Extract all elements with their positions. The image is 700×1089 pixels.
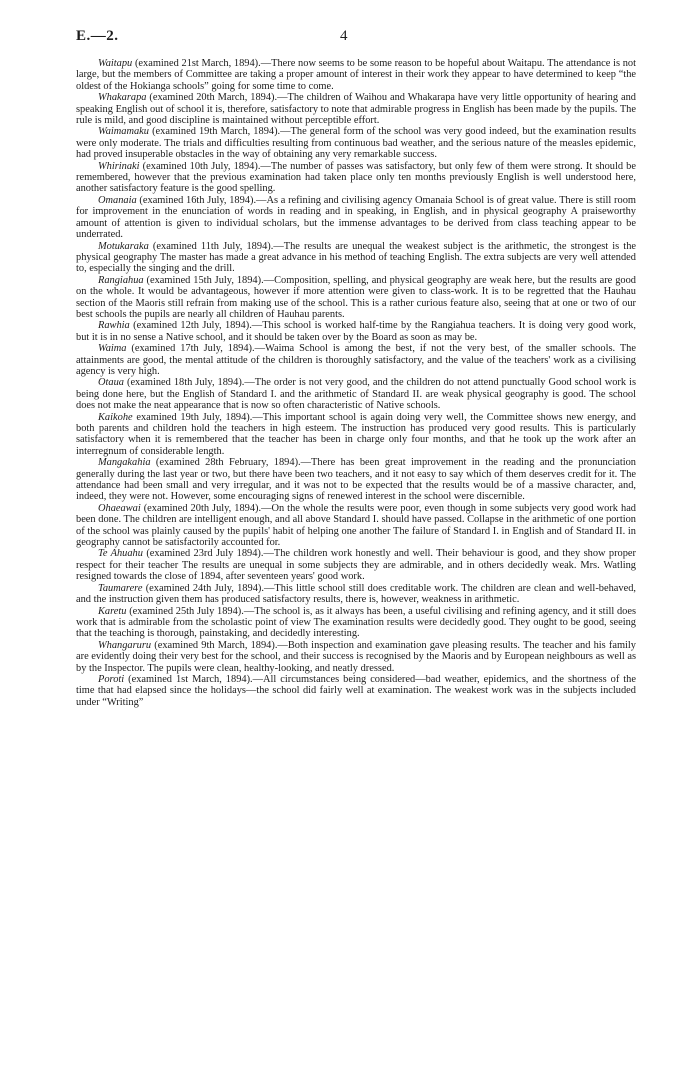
school-report-paragraph bbox=[76, 583, 636, 606]
page-reference: E.—2. bbox=[76, 28, 119, 44]
report-text: (examined 11th July, 1894).—The results are unequal the weakest subject is the arithmetic, the strongest is the physical geography The master has made a great advance in his method of teaching English. The extra subjects are very well attended to, especially the singing and the drill. bbox=[76, 240, 636, 275]
page-number: 4 bbox=[340, 28, 348, 44]
school-name: Waitapu bbox=[98, 58, 133, 69]
report-text: examined 19th July, 1894).—This important school is again doing very well, the Committee shows new energy, and both parents and children hold the teachers in high esteem. The instruction has produced very good results. This is particularly satisfactory when it is remembered that the teacher has been in charge only four months, and that he took up the work after an interregnum of considerable length. bbox=[76, 411, 636, 457]
school-name: Motukaraka bbox=[98, 240, 149, 252]
report-text: (examined 20th March, 1894).—The children of Waihou and Whakarapa have very little opportunity of hearing and speaking English out of school it is, therefore, satisfactory to note that admirable progress in English has been made by the pupils. The rule is mild, and good discipline is maintained without perceptible effort. bbox=[76, 92, 636, 127]
report-text: (examined 16th July, 1894).—As a refining and civilising agency Omanaia School is of great value. There is still room for improvement in the enunciation of words in reading and in speaking, in English, and in physical geography A praiseworthy amount of attention is given to individual scholars, but the immense advantages to be derived from class teaching appear to be underrated. bbox=[76, 194, 636, 241]
school-name: Mangakahia bbox=[98, 457, 151, 469]
report-text: (examined 28th February, 1894).—There has been great improvement in the reading and the pronunciation generally during the last year or two, but there have been two teachers, and it not easy to say which of them deserves credit for it. The attendance had been small and very irregular, and it was not to be expected that the results would be of a massive character, and, indeed, they were not. However, some encouraging signs of renewed interest in the school were discernible. bbox=[76, 457, 636, 503]
school-report-paragraph bbox=[76, 161, 636, 195]
report-body bbox=[76, 58, 636, 708]
page-header bbox=[76, 28, 636, 54]
school-report-paragraph bbox=[76, 503, 636, 549]
school-report-paragraph bbox=[76, 92, 636, 126]
school-name: Taumarere bbox=[98, 582, 143, 594]
school-name: Otaua bbox=[98, 377, 124, 389]
report-text: (examined 9th March, 1894).—Both inspection and examination gave pleasing results. The teacher and his family are evidently doing their very best for the school, and their success is recognised by the Maoris and by European neighbours as well as by the Inspector. The pupils were clean, healthy-looking, and neatly dressed. bbox=[76, 639, 636, 674]
report-text: (examined 24th July, 1894).—This little school still does creditable work. The children are clean and well-behaved, and the instruction given them has produced satisfactory results, there is, however, weakness in arithmetic. bbox=[76, 582, 636, 606]
school-name: Waima bbox=[98, 343, 127, 355]
report-text: (examined 21st March, 1894).—There now seems to be some reason to be hopeful about Waitapu. The attendance is not large, but the members of Committee are taking a proper amount of interest in their work they appear to have determined to keep “the oldest of the Hokianga schools” going for some time to come. bbox=[76, 58, 636, 92]
school-name: Whirinaki bbox=[98, 160, 140, 172]
school-name: Poroti bbox=[98, 673, 125, 685]
school-report-paragraph bbox=[76, 320, 636, 343]
school-name: Kaikohe bbox=[98, 411, 133, 423]
report-text: (examined 23rd July 1894).—The children work honestly and well. Their behaviour is good, and they show proper respect for their teacher The results are unequal in some subjects they are admirable, and in others decidedly weak. Mrs. Watling resigned towards the close of 1894, after seventeen years' good work. bbox=[76, 548, 637, 583]
school-report-paragraph bbox=[76, 412, 636, 458]
school-report-paragraph bbox=[76, 275, 636, 321]
school-report-paragraph bbox=[76, 674, 636, 708]
report-text: (examined 18th July, 1894).—The order is not very good, and the children do not attend punctually Good school work is being done here, but the English of Standard I. and the arithmetic of Standard II. are weak physical geography is good. The school does not make the neat appearance that is now so often characteristic of Native schools. bbox=[76, 377, 636, 412]
school-report-paragraph bbox=[76, 640, 636, 674]
school-name: Whangaruru bbox=[98, 639, 152, 651]
school-name: Karetu bbox=[98, 605, 127, 617]
report-text: (examined 25th July 1894).—The school is, as it always has been, a useful civilising and refining agency, and it still does work that is admirable from the scholastic point of view The examination results were decidedly good. They ought to be good, seeing that the teaching is thorough, painstaking, and decidedly interesting. bbox=[76, 605, 636, 640]
school-report-paragraph bbox=[76, 548, 636, 582]
report-text: (examined 12th July, 1894).—This school is worked half-time by the Rangiahua teachers. It is doing very good work, but it is in no sense a Native school, and it should be taken over by the Board as soon as may be. bbox=[76, 320, 636, 343]
report-text: (examined 10th July, 1894).—The number of passes was satisfactory, but only few of them were strong. It should be remembered, however that the previous examination had taken place only ten months previously English is well understood here, another satisfactory feature is the good spelling. bbox=[76, 160, 636, 195]
school-report-paragraph bbox=[76, 377, 636, 411]
school-name: Ohaeawai bbox=[98, 502, 141, 514]
school-name: Te Ahuahu bbox=[98, 548, 143, 560]
report-text: (examined 20th July, 1894).—On the whole the results were poor, even though in some subjects very good work had been done. The children are intelligent enough, and all above Standard I. should have passed. Collapse in the arithmetic of one portion of the school was plainly caused by the pupils' habit of helping one another The failure of Standard I. in English and of Standard II. in geography cannot be satisfactorily accounted for. bbox=[76, 502, 636, 549]
school-name: Waimamaku bbox=[98, 126, 149, 138]
school-name: Rawhia bbox=[98, 320, 130, 332]
school-report-paragraph bbox=[76, 343, 636, 377]
report-text: (examined 15th July, 1894).—Composition, spelling, and physical geography are weak here, but the results are good on the whole. It would be advantageous, however if more attention were given to class-work. It is to be regretted that the Hauhau section of the Maoris still refrain from making use of the school. This is a rather curious feature also, seeing that at one or two of our best schools the pupils are nearly all children of Hauhau parents. bbox=[76, 274, 636, 320]
report-text: (examined 1st March, 1894).—All circumstances being considered—bad weather, epidemics, and the shortness of the time that had elapsed since the holidays—the school did fairly well at examination. The weakest work was in the subjects included under “Writing” bbox=[76, 673, 636, 708]
report-text: (examined 17th July, 1894).—Waima School is among the best, if not the very best, of the smaller schools. The attainments are good, the mental attitude of the children is thoroughly satisfactory, and the value of the teachers' work as a civilising agency is very high. bbox=[76, 343, 636, 377]
school-report-paragraph bbox=[76, 457, 636, 503]
report-text: (examined 19th March, 1894).—The general form of the school was very good indeed, but the examination results were only moderate. The trials and difficulties resulting from continuous bad weather, and the serious nature of the measles epidemic, had proved insuperable obstacles in the way of obtaining any very remarkable success. bbox=[76, 126, 636, 161]
school-report-paragraph bbox=[76, 195, 636, 241]
school-name: Omanaia bbox=[98, 194, 137, 206]
school-report-paragraph bbox=[76, 606, 636, 640]
school-report-paragraph bbox=[76, 241, 636, 275]
school-report-paragraph bbox=[76, 58, 636, 92]
school-report-paragraph bbox=[76, 126, 636, 160]
school-name: Whakarapa bbox=[98, 92, 147, 104]
school-name: Rangiahua bbox=[98, 274, 144, 286]
